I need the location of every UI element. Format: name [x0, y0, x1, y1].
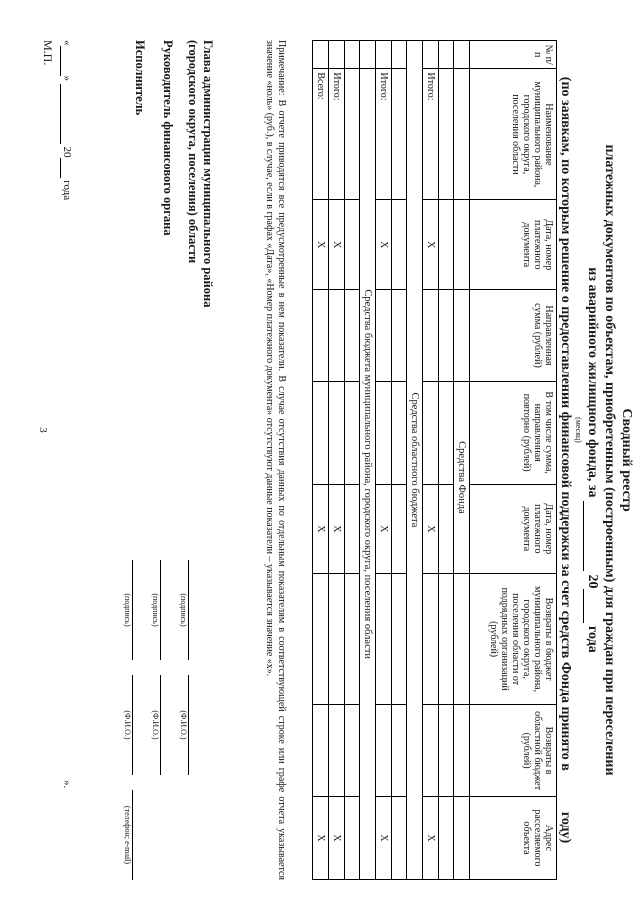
title-line-4-prefix: (по заявкам, по которым решение о предоставлении финансовой поддержки за счет средств Фонда принято в	[558, 76, 573, 771]
table-row	[454, 41, 470, 880]
executor-name-field: (Ф.И.О.)	[123, 675, 133, 775]
year-prefix: 20	[585, 574, 600, 589]
col-header-regional-return: Возвраты в областной бюджет (рублей)	[470, 705, 557, 797]
day-blank	[60, 46, 73, 76]
head-name-field: (Ф.И.О.)	[179, 675, 189, 775]
rotated-document	[41, 40, 635, 880]
executor-signature-field: (подпись)	[123, 560, 133, 660]
registry-table	[312, 40, 557, 880]
finance-name-field: (Ф.И.О.)	[151, 675, 161, 775]
finance-signature-field: (подпись)	[151, 560, 161, 660]
mark-cell: X	[376, 200, 392, 290]
col-header-date-2: Дата, номер платежного документа	[470, 484, 557, 574]
mark-cell: X	[329, 796, 345, 879]
decision-year-blank	[556, 774, 574, 808]
page-number: 3	[36, 427, 49, 433]
col-header-date: Дата, номер платежного документа	[470, 200, 557, 290]
head-row	[179, 40, 215, 880]
col-header-municipal-return: Возвраты в бюджет муниципального района, городского округа, поселения области от подрядных организаций (рублей)	[470, 574, 557, 705]
col-header-amount: Направленная сумма (рублей)	[470, 290, 557, 382]
total-label: Итого:	[376, 69, 392, 200]
note: Примечание: В отчете приводятся все предусмотренные в нем показатели. В случае отсутствия данных по отдельным показателям в соответствующей строке или графе отчета указывается значение «ноль» (руб.), в случае, если в графах «Дата», «Номер платежного документа» отсутствуют данные показатели – указывается значение «х».	[264, 40, 287, 880]
grand-total-label: Всего:	[313, 69, 329, 200]
month-hint: (месяц)	[574, 417, 583, 443]
mark-cell: X	[329, 484, 345, 574]
section-fund: Средства Фонда	[454, 381, 470, 573]
title-line-2: платежных документов по объектам, приобретенным (построенным) для граждан при переселении	[602, 144, 617, 776]
mark-cell: X	[313, 200, 329, 290]
title-line-4-suffix: году)	[558, 811, 573, 844]
mark-cell: X	[423, 484, 439, 574]
section-regional: Средства областного бюджета	[407, 41, 423, 880]
title-line-1: Сводный реестр	[619, 408, 634, 512]
date-year-blank	[60, 158, 73, 178]
signature-block	[123, 40, 215, 880]
date-year-suffix: года	[61, 180, 73, 201]
col-header-address: Адрес расселяемого объекта	[470, 796, 557, 879]
mark-cell: X	[329, 200, 345, 290]
date-close-quote: »	[61, 75, 73, 81]
end-quote: ».	[61, 780, 73, 789]
table-row	[439, 41, 454, 880]
col-header-num: № п/п	[470, 41, 557, 69]
mark-cell: X	[423, 200, 439, 290]
total-label: Итого:	[423, 69, 439, 200]
title-line-3-suffix: года	[585, 626, 600, 653]
total-label: Итого:	[329, 69, 345, 200]
head-signature-field: (подпись)	[179, 560, 189, 660]
title-line-3-prefix: из аварийного жилищного фонда, за	[585, 267, 600, 498]
title-line-4	[556, 40, 574, 880]
head-label-1: Глава администрации муниципального района	[201, 40, 215, 308]
mark-cell: X	[376, 484, 392, 574]
executor-row	[123, 40, 157, 880]
mark-cell: X	[423, 796, 439, 879]
date-year-prefix: 20	[61, 146, 73, 158]
grand-total-row	[313, 41, 329, 880]
mark-cell: X	[376, 796, 392, 879]
header-row	[470, 41, 557, 880]
total-row	[423, 41, 439, 880]
title-block	[556, 40, 635, 880]
mark-cell: X	[313, 484, 329, 574]
month-blank	[583, 501, 601, 571]
finance-label: Руководитель финансового органа	[161, 40, 175, 236]
title-line-3	[583, 40, 601, 880]
table-row	[392, 41, 407, 880]
month-blank-sign	[60, 84, 73, 144]
mark-cell: X	[313, 796, 329, 879]
year-blank	[583, 589, 601, 623]
table-row	[407, 41, 423, 880]
date-line	[60, 40, 73, 200]
col-header-municipality: Наименование муниципального района, городского округа, поселения области	[470, 69, 557, 200]
head-label-2: (городского округа, поселения) области	[186, 40, 200, 264]
executor-contact-field: (телефон; e-mail)	[123, 790, 133, 880]
total-row	[329, 41, 345, 880]
col-header-repeat-amount: В том числе сумма, направленная повторно (рублей)	[470, 381, 557, 484]
executor-label: Исполнитель	[133, 40, 147, 116]
section-municipal: Средства бюджета муниципального района, городского округа, поселения области	[360, 69, 376, 880]
table-row	[360, 41, 376, 880]
stamp-place: М.П.	[41, 40, 55, 66]
finance-row	[151, 40, 185, 880]
date-open-quote: «	[61, 40, 73, 46]
table-row	[345, 41, 360, 880]
total-row	[376, 41, 392, 880]
